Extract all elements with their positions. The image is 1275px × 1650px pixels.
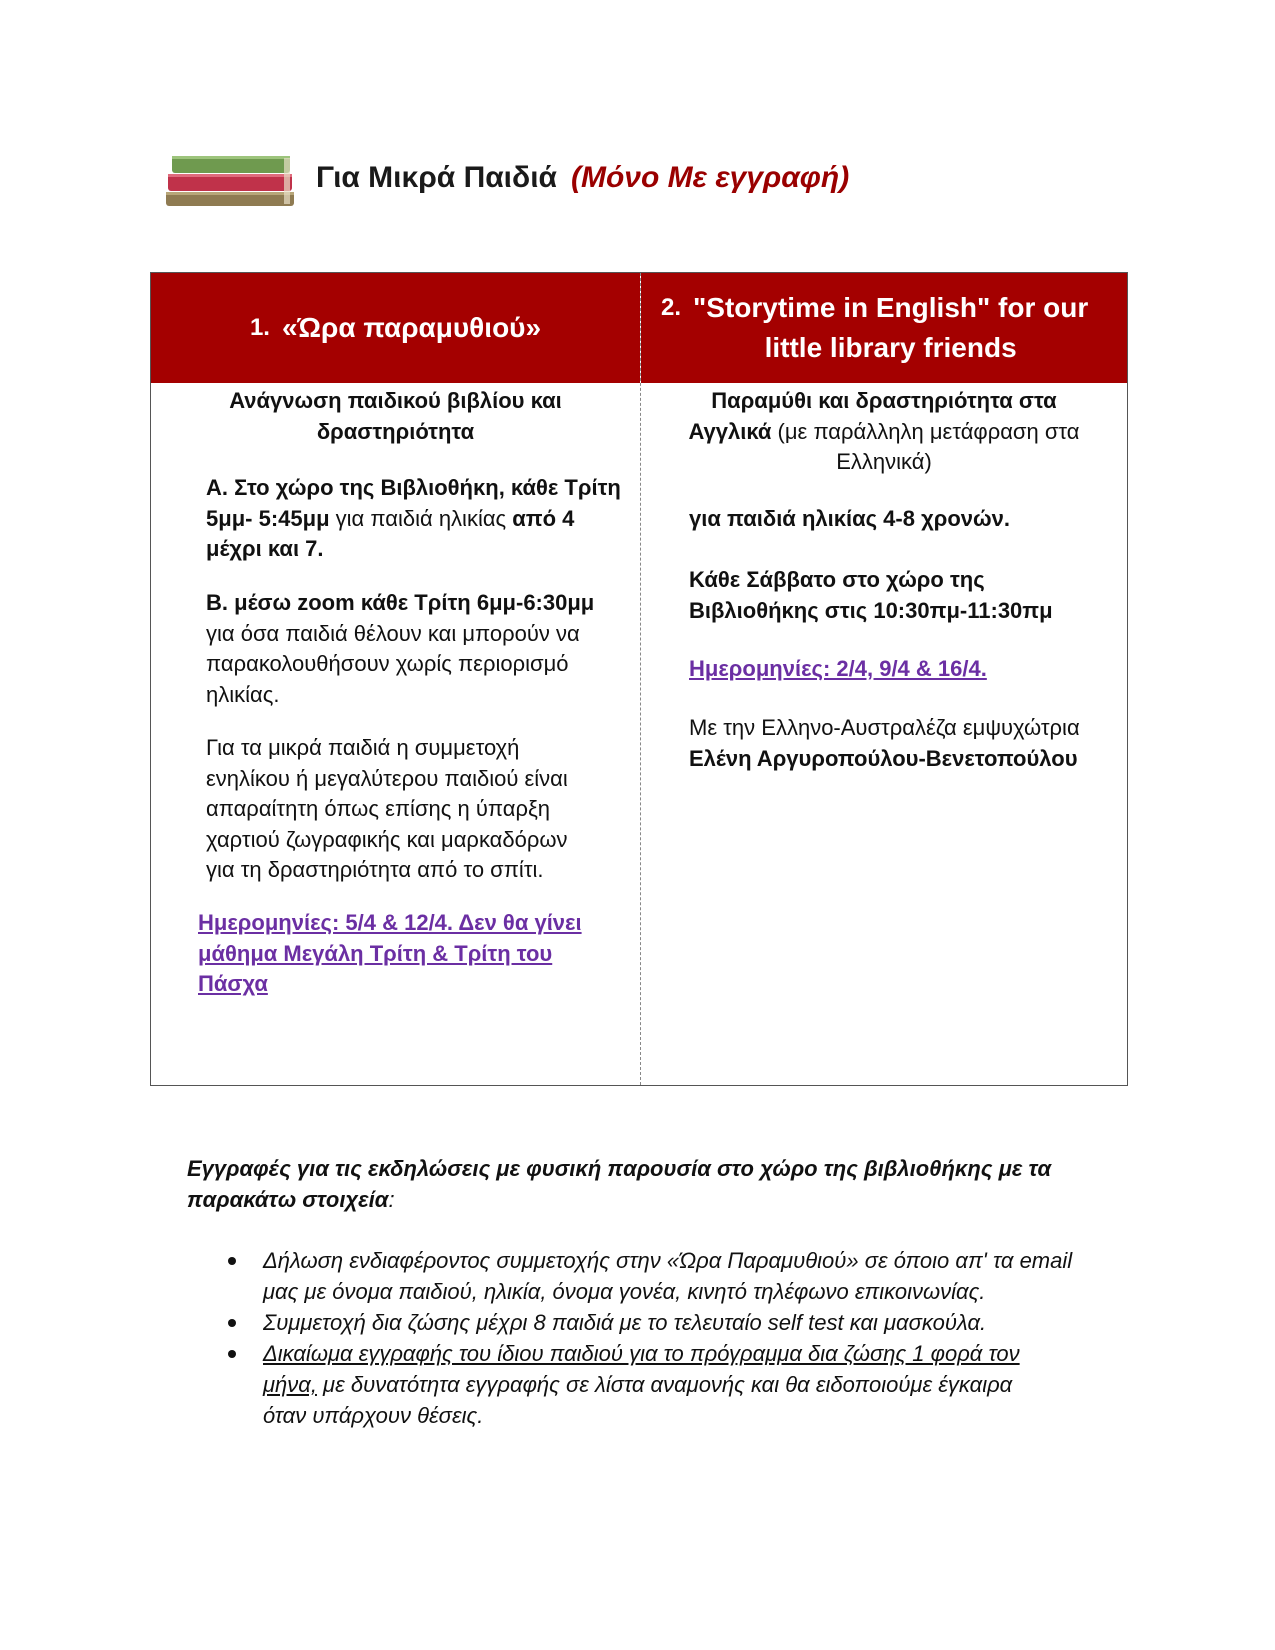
list-item-underlined: μήνα, (263, 1372, 317, 1397)
registration-heading-colon: : (388, 1187, 395, 1212)
option-a-text: για παιδιά ηλικίας (329, 505, 513, 531)
schedule-line: Κάθε Σάββατο στο χώρο της (689, 567, 985, 592)
page-title (316, 161, 849, 195)
dates-line: μάθημα Μεγάλη Τρίτη & Τρίτη του (198, 940, 553, 966)
host-info (689, 713, 1129, 774)
option-a-time: 5μμ- 5:45μμ (206, 505, 330, 531)
program-table (150, 272, 1128, 1086)
note-line: απαραίτητη όπως επίσης η ύπαρξη (206, 796, 551, 821)
intro-line: Ελληνικά) (836, 449, 932, 474)
option-a-line: μέχρι και 7. (206, 536, 324, 561)
program-number: 2. (661, 294, 682, 321)
list-item (220, 1307, 1140, 1338)
option-b-title: Β. μέσω zoom κάθε Τρίτη 6μμ-6:30μμ (206, 590, 595, 615)
option-b-line: για όσα παιδιά θέλουν και μπορούν να (206, 620, 580, 646)
intro-text: (με παράλληλη μετάφραση στα (771, 418, 1080, 444)
intro-line: δραστηριότητα (316, 418, 475, 444)
intro-line: Παραμύθι και δραστηριότητα στα (711, 388, 1057, 413)
program-intro (641, 386, 1127, 478)
dates-line: Ημερομηνίες: 5/4 & 12/4. Δεν θα γίνει (198, 910, 582, 935)
program-column-english (641, 273, 1127, 1085)
bullet-icon (228, 1350, 236, 1358)
list-item-line: Δικαίωμα εγγραφής του ίδιου παιδιού για το πρόγραμμα δια ζώσης 1 φορά τον (263, 1341, 1020, 1366)
schedule-info (689, 565, 1109, 626)
host-name: Ελένη Αργυροπούλου-Βενετοπούλου (689, 745, 1078, 771)
program-intro (151, 386, 640, 447)
title-subtitle: (Μόνο Με εγγραφή) (570, 161, 850, 194)
host-line: Με την Ελληνο-Αυστραλέζα εμψυχώτρια (689, 715, 1080, 740)
registration-heading-line: παρακάτω στοιχεία (187, 1187, 389, 1212)
participation-note (206, 733, 626, 886)
list-item-text: με δυνατότητα εγγραφής σε λίστα αναμονής και θα ειδοποιούμε έγκαιρα (316, 1372, 1013, 1397)
intro-language: Αγγλικά (688, 418, 772, 444)
list-item-line: Δήλωση ενδιαφέροντος συμμετοχής στην «Ώρα Παραμυθιού» σε όποιο απ' τα email (263, 1248, 1073, 1273)
note-line: Για τα μικρά παιδιά η συμμετοχή (206, 735, 520, 760)
program-number: 1. (249, 314, 270, 341)
dates-link-english[interactable]: Ημερομηνίες: 2/4, 9/4 & 16/4. (689, 656, 987, 681)
program-header-storytime (151, 273, 640, 383)
list-item (220, 1245, 1140, 1307)
list-item-line: όταν υπάρχουν θέσεις. (263, 1403, 484, 1428)
intro-line: Ανάγνωση παιδικού βιβλίου και (229, 388, 562, 413)
note-line: χαρτιού ζωγραφικής και μαρκαδόρων (206, 826, 568, 852)
option-a (206, 473, 626, 565)
age-range: για παιδιά ηλικίας 4-8 χρονών. (689, 506, 1010, 531)
program-title-line: "Storytime in English" for our (693, 292, 1089, 323)
program-title: «Ώρα παραμυθιού» (281, 312, 542, 343)
note-line: ενηλίκου ή μεγαλύτερου παιδιού είναι (206, 765, 568, 791)
page-header (164, 148, 849, 208)
schedule-line: Βιβλιοθήκης στις 10:30πμ-11:30πμ (689, 597, 1053, 623)
list-item-line: Συμμετοχή δια ζώσης μέχρι 8 παιδιά με το τελευταίο self test και μασκούλα. (263, 1310, 987, 1335)
option-b-line: ηλικίας. (206, 681, 280, 707)
title-text: Για Μικρά Παιδιά (316, 161, 557, 194)
bullet-icon (228, 1319, 236, 1327)
bullet-icon (228, 1257, 236, 1265)
registration-heading-line: Εγγραφές για τις εκδηλώσεις με φυσική παρουσία στο χώρο της βιβλιοθήκης με τα (187, 1156, 1052, 1181)
registration-list (220, 1245, 1140, 1431)
dates-link-storytime[interactable] (198, 908, 628, 1000)
option-b-line: παρακολουθήσουν χωρίς περιορισμό (206, 651, 569, 676)
program-header-english (641, 273, 1127, 383)
registration-heading (187, 1153, 1087, 1215)
list-item-line: μας με όνομα παιδιού, ηλικία, όνομα γονέα, κινητό τηλέφωνο επικοινωνίας. (263, 1279, 986, 1304)
dates-line: Πάσχα (198, 971, 268, 996)
option-b (206, 588, 626, 710)
option-a-line: Α. Στο χώρο της Βιβλιοθήκη, κάθε Τρίτη (206, 475, 621, 500)
program-title-line: little library friends (764, 332, 1017, 363)
books-stack-icon (164, 148, 298, 208)
program-column-storytime (151, 273, 641, 1085)
option-a-age: από 4 (512, 505, 575, 531)
list-item (220, 1338, 1140, 1431)
note-line: για τη δραστηριότητα από το σπίτι. (206, 857, 544, 882)
